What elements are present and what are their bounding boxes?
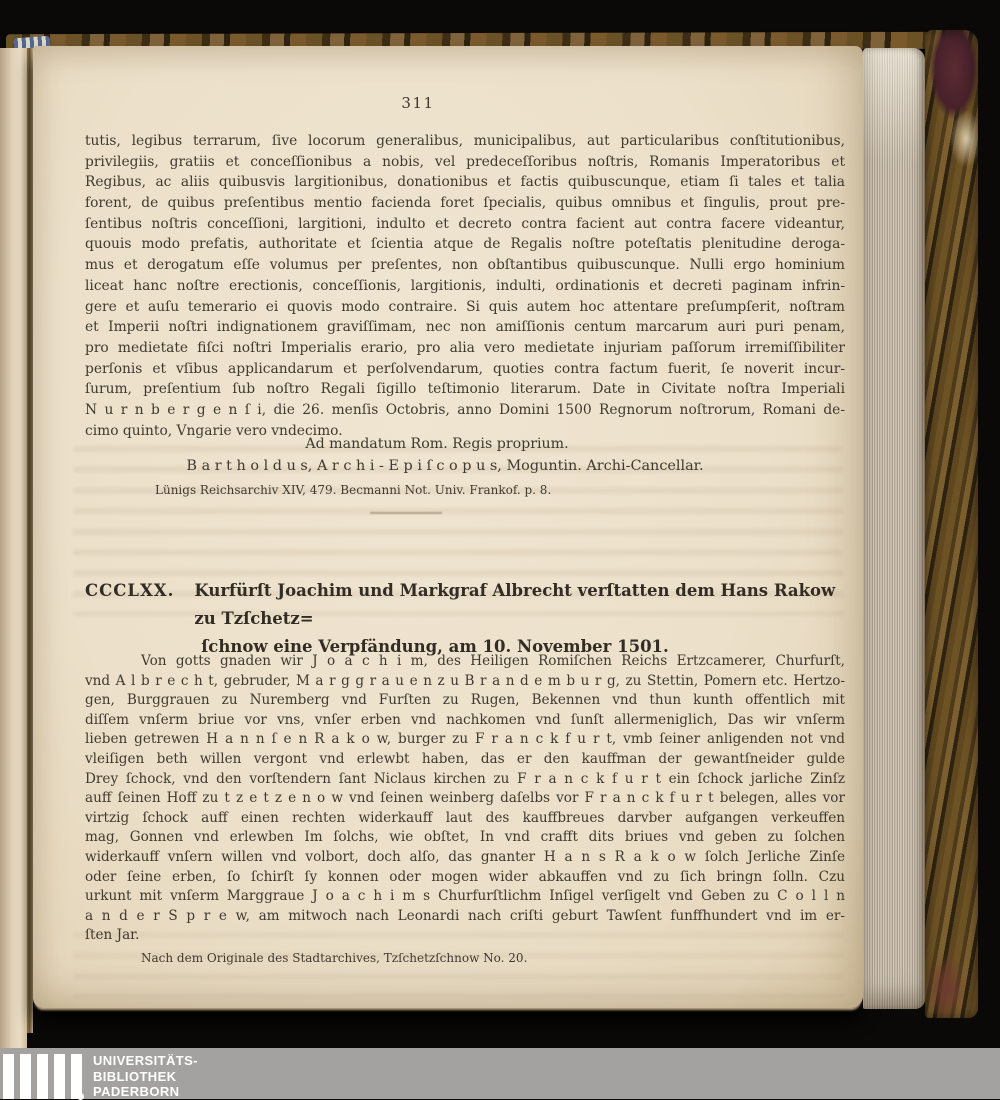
- watermark-line3: PADERBORN: [93, 1084, 180, 1099]
- text-line: widerkauff vnſern willen vnd volbort, doch alſo, das gnanter H a n s R a k o w ſolch Jerliche Zinſe: [85, 848, 845, 865]
- document-heading-line1: [85, 577, 845, 633]
- logo-bar: [3, 1054, 14, 1099]
- text-line: gere et auſu temerario ei quovis modo contraire. Si quis autem hoc attentare preſumpſerit, noſtram: [85, 298, 845, 315]
- page-number: 311: [401, 94, 435, 112]
- facing-page-edge: [0, 48, 27, 1085]
- document-title-line1: Kurfürſt Joachim und Markgraf Albrecht verſtatten dem Hans Rakow zu Tzſchetz=: [194, 581, 836, 628]
- text-line: urkunt mit vnſerm Marggraue J o a c h i m s Churfurſtlichm Inſigel verſigelt vnd Geben zu C o l l n: [85, 888, 845, 905]
- book-cover-right: [925, 30, 978, 1018]
- text-line: oder ſeine erben, ſo ſchirſt ſy konnen oder mogen wider abkauffen vnd zu ſich bringn ſolln. Czu: [85, 868, 845, 885]
- text-line: Drey ſchock, vnd den vorſtendern ſant Niclaus kirchen zu F r a n c k f u r t ein ſchock jarliche Zinſz: [85, 770, 845, 787]
- text-line: auff ſeinen Hoff zu t z e t z e n o w vnd ſeinen weinberg daſelbs vor F r a n c k f u r t belegen, alles vor: [85, 790, 845, 807]
- watermark-line1: UNIVERSITÄTS-: [93, 1053, 198, 1068]
- library-logo-bars: [3, 1054, 82, 1099]
- document-title-line2: ſchnow eine Verpfändung, am 10. November 1501.: [201, 637, 669, 656]
- text-line: gen, Burggrauen zu Nuremberg vnd Furſten zu Rugen, Bekennen vnd thun kunth offentlich mit: [85, 692, 845, 709]
- text-line: liceat hanc noſtre erectionis, conceſſionis, largitionis, indulti, ordinationis et decreti paginam infrin-: [85, 277, 845, 294]
- logo-bar: [20, 1054, 31, 1099]
- library-watermark-text: [93, 1053, 198, 1100]
- book-page: [33, 46, 863, 1008]
- text-line: lieben getrewen H a n n ſ e n R a k o w, burger zu F r a n c k f u r t, vmb ſeiner anligenden not vnd: [85, 731, 845, 748]
- text-line: perſonis et vſibus applicandarum et perſolvendarum, quoties contra factum fuerit, ſe noverit incur-: [85, 360, 845, 377]
- text-line: privilegiis, gratiis et conceſſionibus a nobis, vel predeceſſoribus noſtris, Romanis Imperatoribus et: [85, 153, 845, 170]
- german-document-text: [85, 652, 845, 946]
- text-line: et Imperii noſtri indignationem graviſſimam, nec non amiſſionis centum marcarum auri puri penam,: [85, 319, 845, 336]
- text-line: diſſem vnſerm briue vor vns, vnſer erben vnd nachkomen vnd ſunſt allermeniglich, Das wir vnſerm: [85, 711, 845, 728]
- watermark-line2: BIBLIOTHEK: [93, 1068, 177, 1084]
- library-watermark: [0, 1048, 1000, 1099]
- text-line: forent, de quibus preſentibus mentio facienda foret ſpecialis, quibus omnibus et ſingulis, prout pre-: [85, 195, 845, 212]
- latin-closing-formula: Ad mandatum Rom. Regis proprium.: [305, 436, 569, 452]
- text-line: tutis, legibus terrarum, ſive locorum generalibus, municipalibus, aut particularibus conſtitutionibus,: [85, 133, 845, 149]
- text-line: pro medietate fiſci noſtri Imperialis erario, pro alia vero medietate injuriam paſſorum irremiſſibiliter: [85, 339, 845, 356]
- text-line: vleiſigen beth willen vergont vnd erlewbt haben, das er den kauffman der gewantſneider gulde: [85, 750, 845, 767]
- text-line: mus et derogatum eſſe volumus per preſentes, non obſtantibus quibuscunque. Nulli ergo hominium: [85, 257, 845, 274]
- document-number: CCCLXX.: [85, 581, 175, 600]
- document-source-note: Nach dem Originale des Stadtarchives, Tzſchetzſchnow No. 20.: [141, 951, 528, 965]
- text-line: Regibus, ac aliis quibusvis largitionibus, donationibus et factis quibuscunque, etiam ſi tales et talia: [85, 174, 845, 191]
- text-line: virtzig ſchock auff einen rechten widerkauff laut des kauffbreues darvber aufgangen verkeuffen: [85, 809, 845, 826]
- latin-source-citation: Lünigs Reichsarchiv XIV, 479. Becmanni Not. Univ. Frankof. p. 8.: [155, 483, 552, 497]
- text-line: a n d e r S p r e w, am mitwoch nach Leonardi nach criſti geburt Tawſent funffhundert vnd im er-: [85, 907, 845, 924]
- text-line: N u r n b e r g e n ſ i, die 26. menſis Octobris, anno Domini 1500 Regnorum noſtrorum, Romani de-: [85, 401, 845, 418]
- show-through-rule: [370, 512, 442, 514]
- text-line: vnd A l b r e c h t, gebruder, M a r g g r a u e n z u B r a n d e m b u r g, zu Stettin, Pomern etc. Hertzo-: [85, 672, 845, 689]
- text-line: ſentibus noſtris conceſſioni, largitioni, indulto et decreto contra facient aut contra facere videantur,: [85, 215, 845, 232]
- document-heading: [85, 577, 845, 661]
- text-line: mag, Gonnen vnd erlewben Im ſolchs, wie obſtet, In vnd crafft dits briues vnd geben zu ſolchen: [85, 829, 845, 846]
- text-line: Von gotts gnaden wir J o a c h i m, des Heiligen Romiſchen Reichs Ertzcamerer, Churfurſt,: [141, 653, 845, 669]
- page-fore-edge: [863, 48, 925, 1009]
- text-line: ſten Jar.: [85, 927, 140, 944]
- text-line: cimo quinto, Vngarie vero vndecimo.: [85, 422, 343, 439]
- latin-signature: B a r t h o l d u s, A r c h i - E p i ſ c o p u s, Moguntin. Archi-Cancellar.: [186, 458, 704, 474]
- latin-document-text: [85, 131, 845, 441]
- logo-bar: [54, 1054, 65, 1099]
- text-line: ſurum, preſentium ſub noſtro Regali ſigillo teſtimonio literarum. Date in Civitate noſtra Imperiali: [85, 381, 845, 398]
- logo-bar: [37, 1054, 48, 1099]
- text-line: quouis modo prefatis, authoritate et ſcientia atque de Regalis noſtre poteſtatis plenitudine deroga-: [85, 236, 845, 253]
